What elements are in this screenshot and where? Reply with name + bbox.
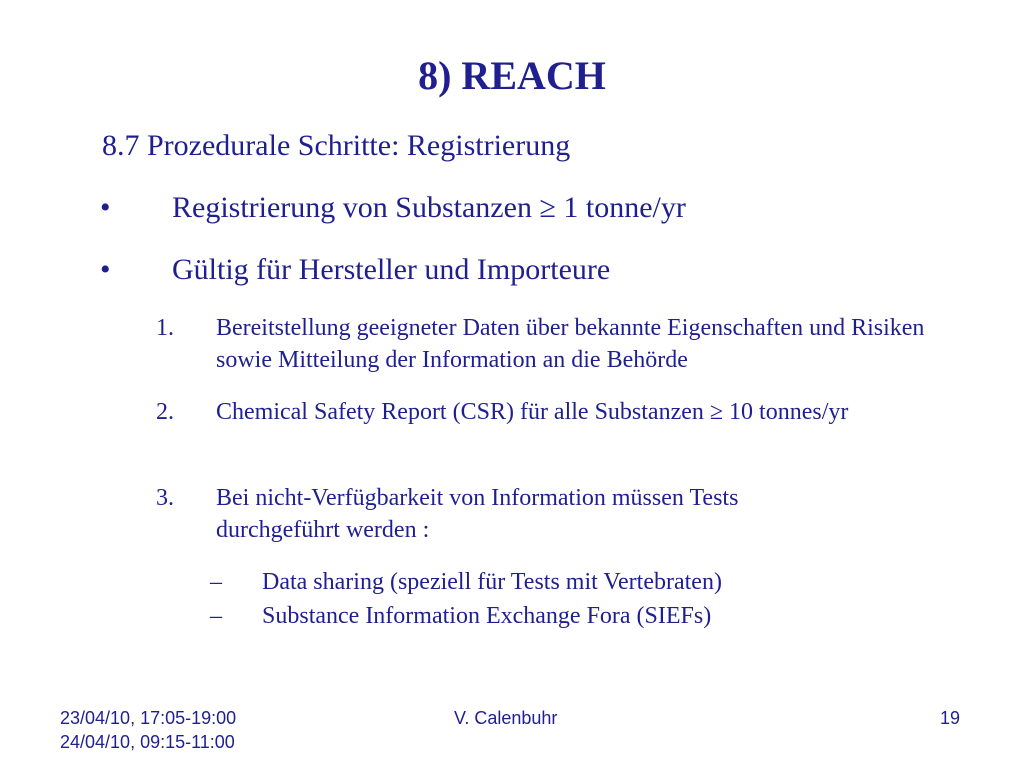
footer-date-line: 24/04/10, 09:15-11:00 [60, 732, 235, 752]
dash-mark: – [210, 569, 222, 595]
slide-number: 19 [940, 708, 961, 728]
item-text: Bei nicht-Verfügbarkeit von Information müssen Tests durchgeführt werden : [216, 485, 739, 543]
item-number: 2. [156, 399, 174, 425]
footer-dates [60, 706, 236, 754]
sub-item-text: Data sharing (speziell für Tests mit Vertebraten) [262, 569, 722, 595]
footer-date-line: 23/04/10, 17:05-19:00 [60, 708, 237, 728]
dash-mark: – [210, 603, 222, 629]
section-heading: 8.7 Prozedurale Schritte: Registrierung [102, 129, 571, 162]
item-number: 3. [156, 485, 174, 511]
slide-title: 8) REACH [418, 53, 606, 98]
bullet-mark: • [100, 253, 111, 286]
item-text: Bereitstellung geeigneter Daten über bekannte Eigenschaften und Risiken sowie Mitteilung der Information an die Behörde [216, 315, 925, 373]
item-number: 1. [156, 315, 174, 341]
item-text: Chemical Safety Report (CSR) für alle Substanzen ≥ 10 tonnes/yr [216, 399, 849, 425]
bullet-text: Registrierung von Substanzen ≥ 1 tonne/yr [172, 191, 686, 224]
bullet-mark: • [100, 191, 111, 224]
bullet-text: Gültig für Hersteller und Importeure [172, 253, 611, 286]
sub-item-text: Substance Information Exchange Fora (SIEFs) [262, 603, 712, 629]
footer-author: V. Calenbuhr [454, 708, 558, 728]
